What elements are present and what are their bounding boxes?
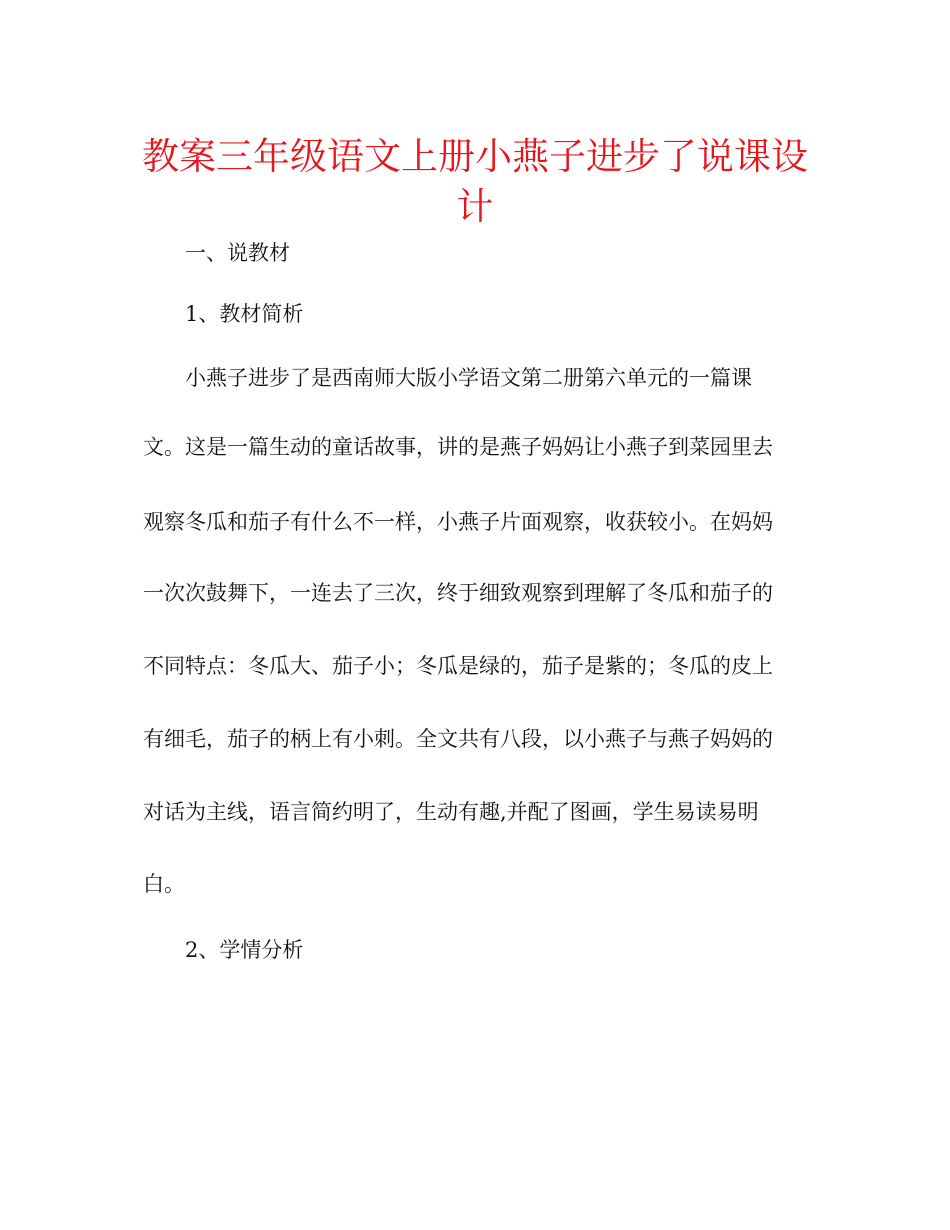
paragraph-line-1: 小燕子进步了是西南师大版小学语文第二册第六单元的一篇课: [185, 366, 752, 390]
paragraph-line-8: 白。: [143, 872, 185, 896]
paragraph-line-7: 对话为主线，语言简约明了，生动有趣,并配了图画，学生易读易明: [143, 800, 759, 824]
paragraph-line-5: 不同特点：冬瓜大、茄子小；冬瓜是绿的，茄子是紫的；冬瓜的皮上: [143, 654, 773, 678]
paragraph-line-3: 观察冬瓜和茄子有什么不一样，小燕子片面观察，收获较小。在妈妈: [143, 510, 773, 534]
section-heading: 一、说教材: [185, 241, 290, 265]
subheading-student-analysis: 2、学情分析: [185, 938, 304, 962]
paragraph-line-2: 文。这是一篇生动的童话故事，讲的是燕子妈妈让小燕子到菜园里去: [143, 435, 773, 459]
document-title: 教案三年级语文上册小燕子进步了说课设计: [142, 135, 808, 228]
paragraph-line-4: 一次次鼓舞下，一连去了三次，终于细致观察到理解了冬瓜和茄子的: [143, 581, 773, 605]
paragraph-line-6: 有细毛，茄子的柄上有小刺。全文共有八段，以小燕子与燕子妈妈的: [143, 727, 773, 751]
subheading-textbook-analysis: 1、教材简析: [185, 302, 304, 326]
